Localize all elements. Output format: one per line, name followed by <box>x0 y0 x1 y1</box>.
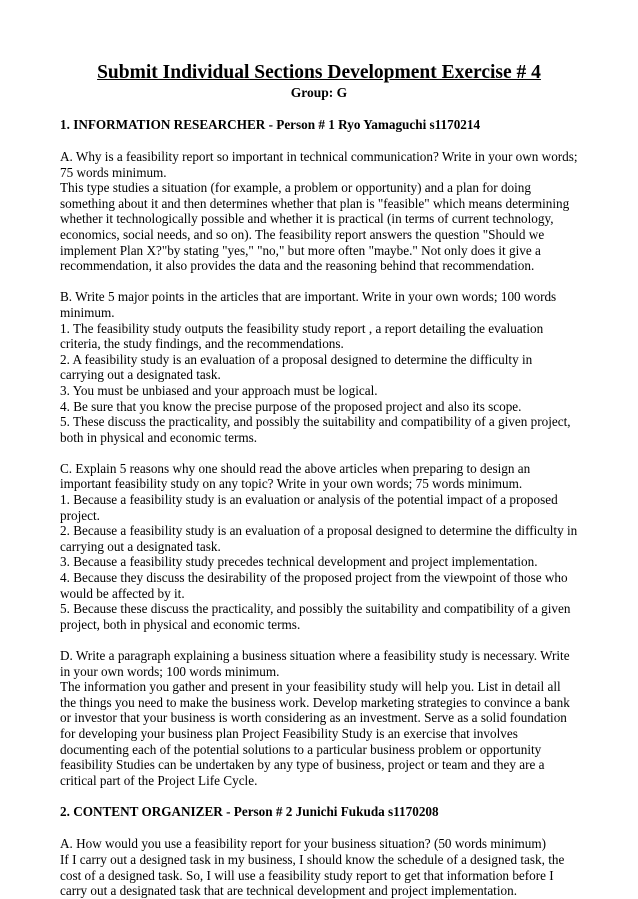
section2-part-a <box>60 836 578 898</box>
section1-b-point: 1. The feasibility study outputs the feasibility study report , a report detailing the evaluation criteria, the study findings, and the recommendations. <box>60 320 544 352</box>
section1-b-question: B. Write 5 major points in the articles that are important. Write in your own words; 100 words minimum. <box>60 289 557 320</box>
group-label: Group: G <box>290 85 348 100</box>
section1-b-point: 3. You must be unbiased and your approach must be logical. <box>60 382 378 398</box>
section1-c-question: C. Explain 5 reasons why one should read the above articles when preparing to design an important feasibility study on any topic? Write in your own words; 75 words minimum. <box>60 460 531 492</box>
section2-a-answer: If I carry out a designed task in my business, I should know the schedule of a designed task, the cost of a designed task. So, I will use a feasibility study report to get that information before I carry out a designated task that are technical development and project implementation. <box>60 851 565 899</box>
section1-c-point: 2. Because a feasibility study is an evaluation of a proposal designed to determine the difficulty in carrying out a designated task. <box>60 523 578 554</box>
section1-b-point: 2. A feasibility study is an evaluation of a proposal designed to determine the difficulty in carrying out a designated task. <box>60 351 533 383</box>
section1-b-point: 5. These discuss the practicality, and possibly the suitability and compatibility of a given project, both in physical and economic terms. <box>60 414 571 445</box>
section1-heading: 1. INFORMATION RESEARCHER - Person # 1 Ryo Yamaguchi s1170214 <box>60 117 481 132</box>
section1-d-question: D. Write a paragraph explaining a business situation where a feasibility study is necessary. Write in your own words; 100 words minimum. <box>60 648 570 679</box>
section1-part-b <box>60 289 578 445</box>
section1-a-answer: This type studies a situation (for example, a problem or opportunity) and a plan for doing something about it and then determines whether that plan is "feasible" which means determining whether it technologically possible and whether it is practical (in terms of current technology, economics, social needs, and so on). The feasibility report answers the question "Should we implement Plan X?"by stating "yes," "no," but more often "maybe." Not only does it give a recommendation, it also provides the data and the reasoning behind that recommendation. <box>60 180 570 274</box>
section2-heading: 2. CONTENT ORGANIZER - Person # 2 Junichi Fukuda s1170208 <box>60 804 439 820</box>
section1-c-point: 3. Because a feasibility study precedes technical development and project implementation. <box>60 554 538 570</box>
section2-a-question: A. How would you use a feasibility report for your business situation? (50 words minimum) <box>60 836 547 852</box>
section1-part-a <box>60 149 578 274</box>
section1-c-point: 1. Because a feasibility study is an evaluation or analysis of the potential impact of a proposed project. <box>60 492 558 523</box>
section1-c-point: 4. Because they discuss the desirability of the proposed project from the viewpoint of those who would be affected by it. <box>60 570 568 601</box>
section1-b-point: 4. Be sure that you know the precise purpose of the proposed project and also its scope. <box>60 398 522 414</box>
section1-c-point: 5. Because these discuss the practicality, and possibly the suitability and compatibility of a given project, both in physical and economic terms. <box>60 601 571 632</box>
document-title: Submit Individual Sections Development Exercise # 4 <box>97 62 541 83</box>
section1-part-d <box>60 648 578 788</box>
section1-d-answer: The information you gather and present in your feasibility study will help you. List in detail all the things you need to make the business work. Develop marketing strategies to convince a bank or investor that your business is worth considering as an investment. Serve as a solid foundation for developing your business plan Project Feasibility Study is an exercise that involves documenting each of the potential solutions to a particular business problem or opportunity feasibility Studies can be undertaken by any type of business, project or team and they are a critical part of the Project Life Cycle. <box>60 679 570 788</box>
section1-part-c <box>60 461 578 633</box>
section1-a-question: A. Why is a feasibility report so important in technical communication? Write in your own words; 75 words minimum. <box>60 149 578 180</box>
